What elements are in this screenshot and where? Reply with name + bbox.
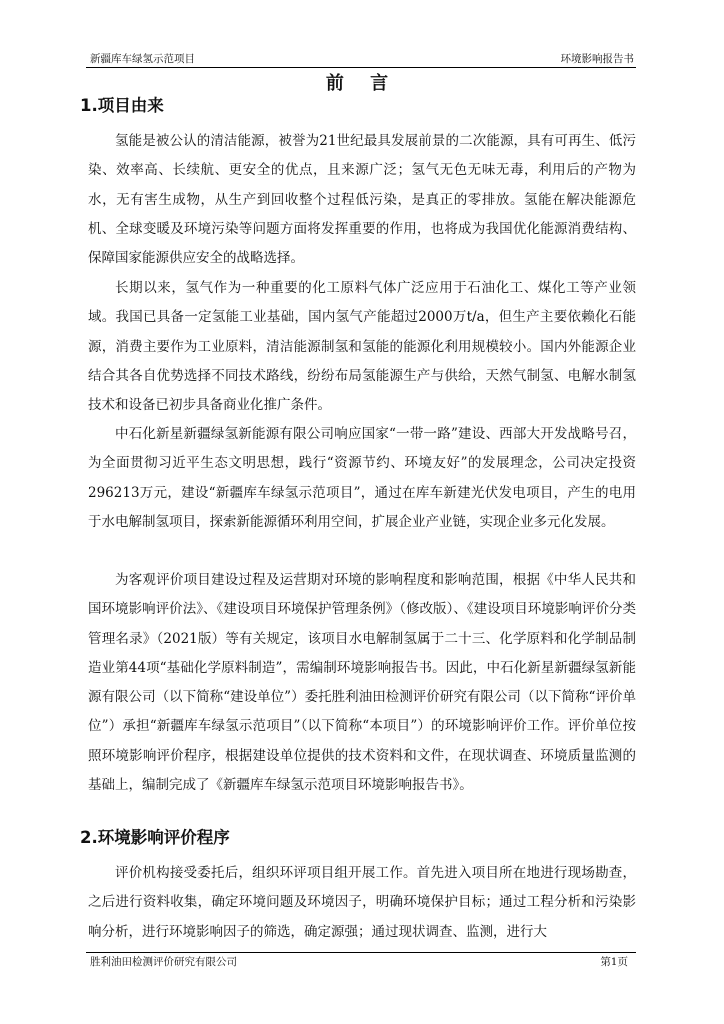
section-heading-2: 2.环境影响评价程序 xyxy=(80,828,230,847)
paragraph-1: 氢能是被公认的清洁能源，被誉为21世纪最具发展前景的二次能源，具有可再生、低污染、效率高、长续航、更安全的优点，且来源广泛；氢气无色无味无毒，利用后的产物为水，无有害生成物，从生产到回收整个过程低污染，是真正的零排放。氢能在解决能源危机、全球变暖及环境污染等问题方面将发挥重要的作用，也将成为我国优化能源消费结构、保障国家能源供应安全的战略选择。 xyxy=(88,133,636,267)
paragraph-4: 为客观评价项目建设过程及运营期对环境的影响程度和影响范围，根据《中华人民共和国环境影响评价法》、《建设项目环境保护管理条例》（修改版）、《建设项目环境影响评价分类管理名录》（2021版）等有关规定，该项目水电解制氢属于二十三、化学原料和化学制品制造业第44项“基础化学原料制造”，需编制环境影响报告书。因此，中石化新星新疆绿氢新能源有限公司（以下简称“建设单位”）委托胜利油田检测评价研究有限公司（以下简称“评价单位”）承担“新疆库车绿氢示范项目”（以下简称“本项目”）的环境影响评价工作。评价单位按照环境影响评价程序，根据建设单位提供的技术资料和文件，在现状调查、环境质量监测的基础上，编制完成了《新疆库车绿氢示范项目环境影响报告书》。 xyxy=(88,572,636,794)
paragraph-2: 长期以来，氢气作为一种重要的化工原料气体广泛应用于石油化工、煤化工等产业领域。我国已具备一定氢能工业基础，国内氢气产能超过2000万t/a，但生产主要依赖化石能源，消费主要作为工业原料，清洁能源制氢和氢能的能源化利用规模较小。国内外能源企业结合其各自优势选择不同技术路线，纷纷布局氢能源生产与供给，天然气制氢、电解水制氢技术和设备已初步具备商业化推广条件。 xyxy=(88,280,636,414)
page-number: 第1页 xyxy=(600,956,628,968)
page-title: 前 言 xyxy=(325,73,399,94)
paragraph-5: 评价机构接受委托后，组织环评项目组开展工作。首先进入项目所在地进行现场勘查，之后进行资料收集，确定环境问题及环境因子，明确环境保护目标；通过工程分析和污染影响分析，进行环境影响因子的筛选，确定源强；通过现状调查、监测，进行大 xyxy=(88,865,636,940)
header-project-name: 新疆库车绿氢示范项目 xyxy=(90,53,195,65)
header-doc-type: 环境影响报告书 xyxy=(560,53,634,65)
page-footer xyxy=(86,952,636,969)
page-header xyxy=(86,49,636,68)
footer-company: 胜利油田检测评价研究有限公司 xyxy=(90,956,237,968)
paragraph-3: 中石化新星新疆绿氢新能源有限公司响应国家“一带一路”建设、西部大开发战略号召，为全面贯彻习近平生态文明思想，践行“资源节约、环境友好”的发展理念，公司决定投资296213万元，建设“新疆库车绿氢示范项目”，通过在库车新建光伏发电项目，产生的电用于水电解制氢项目，探索新能源循环利用空间，扩展企业产业链，实现企业多元化发展。 xyxy=(88,426,636,530)
section-heading-1: 1.项目由来 xyxy=(80,96,164,115)
